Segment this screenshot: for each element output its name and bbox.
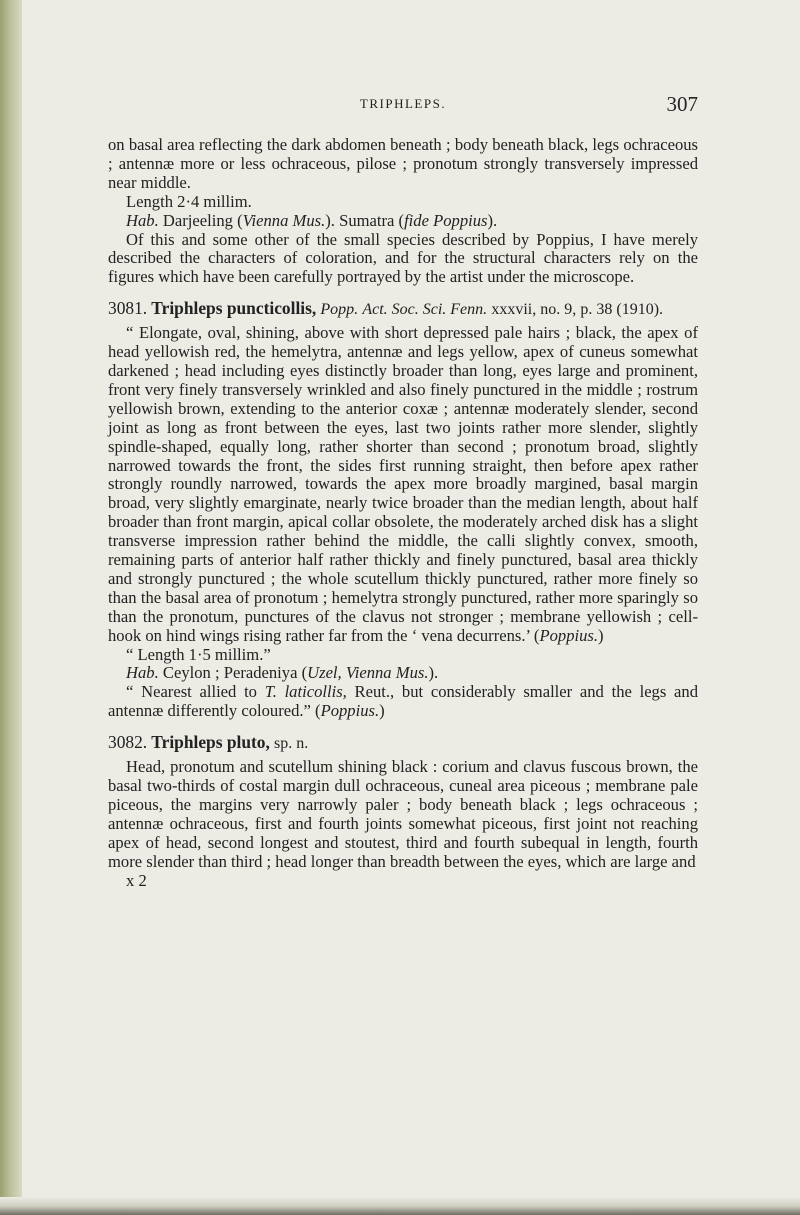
description-quote-3081: “ Elongate, oval, shining, above with short depressed pale hairs ; black, the apex of head yellowish red, the hemelytra, antennæ and legs yellow, apex of cuneus somewhat darkened ; head including eyes distinctly broader than long, eyes large and prominent, front very finely transversely wrinkled and also finely punctured in the middle ; rostrum yellowish brown, extending to the anterior coxæ ; antennæ moderately slender, second joint as long as front between the eyes, last two joints rather more slender, slightly spindle-shaped, equally long, rather shorter than second ; pronotum broad, slightly narrowed towards the front, the sides first running straight, then before apex rather strongly roundly narrowed, towards the apex more broadly margined, basal margin broad, very slightly emarginate, nearly twice broader than the median length, about half broader than front margin, apical collar obsolete, the moderately arched disk has a slight transverse impression rather behind the middle, the calli slightly convex, smooth, remaining parts of anterior half rather thickly and finely punctured, basal area thickly and strongly punctured ; the whole scutellum thickly punctured, rather more finely so than the basal area of pronotum ; hemelytra strongly punctured, rather more sparingly so than the pronotum, punctures of the clavus not stronger ; membrane yellowish ; cell-hook on hind wings rising rather far from the ‘ vena decurrens.’ (Poppius.) xyxy=(108,323,698,645)
running-head: TRIPHLEPS. xyxy=(359,96,447,111)
note-paragraph: Of this and some other of the small species described by Poppius, I have merely described the characters of coloration, and for the structural characters rely on the figures which have been carefully portrayed by the artist under the microscope. xyxy=(108,229,698,287)
book-spine-edge xyxy=(0,0,22,1215)
page-number: 307 xyxy=(666,92,698,116)
intro-paragraph: on basal area reflecting the dark abdomen beneath ; body beneath black, legs ochraceous ; antennæ more or less ochraceous, pilose ; pronotum strongly transversely impressed near middle. xyxy=(108,135,698,192)
page-bottom-edge xyxy=(0,1197,800,1215)
page-header xyxy=(108,92,698,116)
habitat-line-2: Hab. Ceylon ; Peradeniya (Uzel, Vienna Mus.). xyxy=(126,663,439,683)
description-3082: Head, pronotum and scutellum shining black : corium and clavus fuscous brown, the basal two-thirds of costal margin dull ochraceous, cuneal area piceous ; membrane pale piceous, the margins very narrowly paler ; body beneath black ; legs ochraceous ; antennæ ochraceous, first and fourth joints somewhat piceous, first joint not reaching apex of head, second longest and stoutest, third and fourth subequal in length, fourth more slender than third ; head longer than breadth between the eyes, which are large and xyxy=(108,757,698,871)
species-heading-3081: 3081. Triphleps puncticollis, Popp. Act. Soc. Sci. Fenn. xxxvii, no. 9, p. 38 (1910). xyxy=(108,298,664,319)
species-name: Triphleps pluto, xyxy=(151,732,270,753)
signature-mark: x 2 xyxy=(126,870,147,890)
hab-label: Hab. xyxy=(126,210,159,230)
species-name: Triphleps puncticollis, xyxy=(151,298,317,319)
body-text xyxy=(108,136,698,890)
affinity-note: “ Nearest allied to T. laticollis, Reut., but considerably smaller and the legs and antennæ differently coloured.” (Poppius.) xyxy=(108,682,698,721)
length-line-1: Length 2·4 millim. xyxy=(126,191,252,211)
species-heading-3082: 3082. Triphleps pluto, sp. n. xyxy=(108,732,309,753)
length-line-2: “ Length 1·5 millim.” xyxy=(126,644,271,664)
habitat-line-1: Hab. Darjeeling (Vienna Mus.). Sumatra (fide Poppius). xyxy=(126,210,498,230)
